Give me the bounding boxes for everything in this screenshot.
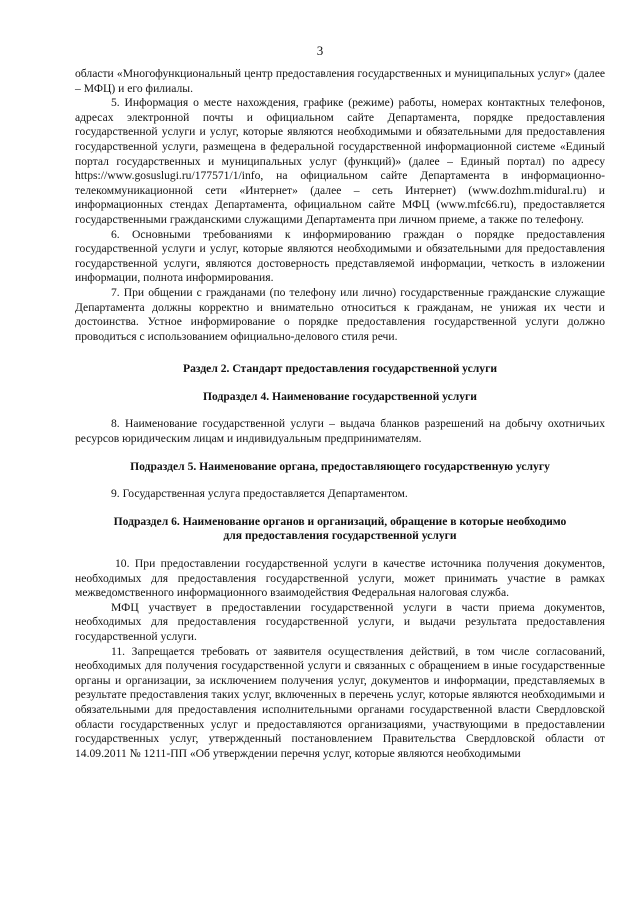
paragraph-10: 10. При предоставлении государственной услуги в качестве источника получения документов, необходимых для предоставления государственной услуги, может принимать участие в рамках межведомственного информационного взаимодействия Федеральная налоговая служба.	[75, 557, 605, 600]
paragraph-11: 11. Запрещается требовать от заявителя осуществления действий, в том числе согласований, необходимых для получения государственной услуги и связанных с обращением в иные государственные органы и организации, за исключением получения услуг, документов и информации, представляемых в результате предоставления таких услуг, включенных в перечень услуг, которые являются необходимыми и обязательными для предоставления исполнительными органами государственной власти Свердловской области государственных услуг и предоставляются организациями, участвующими в предоставлении государственных услуг, утвержденный постановлением Правительства Свердловской области от 14.09.2011 № 1211-ПП «Об утверждении перечня услуг, которые являются необходимыми	[75, 644, 605, 760]
paragraph-6: 6. Основными требованиями к информированию граждан о порядке предоставления государственной услуги и услуг, которые являются необходимыми и обязательными для предоставления государственной услуги, являются достоверность представляемой информации, четкость в изложении информации, полнота информирования.	[75, 227, 605, 285]
page-number: 3	[316, 43, 324, 58]
paragraph-8: 8. Наименование государственной услуги – выдача бланков разрешений на добычу охотничьих ресурсов юридическим лицам и индивидуальным предпринимателям.	[75, 417, 605, 446]
paragraph-9: 9. Государственная услуга предоставляется Департаментом.	[111, 487, 408, 501]
subsection-5-heading: Подраздел 5. Наименование органа, предоставляющего государственную услугу	[130, 459, 550, 473]
document-body	[75, 67, 605, 761]
subsection-6-heading-line1: Подраздел 6. Наименование органов и организаций, обращение в которые необходимо	[113, 514, 567, 528]
section-2-heading: Раздел 2. Стандарт предоставления государственной услуги	[182, 362, 498, 376]
paragraph-7: 7. При общении с гражданами (по телефону или лично) государственные гражданские служащие Департамента должны корректно и внимательно относиться к гражданам, не унижая их чести и достоинства. Устное информирование о порядке предоставления государственной услуги должно проводиться с использованием официально-делового стиля речи.	[75, 285, 605, 343]
subsection-4-heading: Подраздел 4. Наименование государственной услуги	[203, 389, 477, 403]
paragraph-continuation: области «Многофункциональный центр предоставления государственных и муниципальных услуг» (далее – МФЦ) и его филиалы.	[75, 67, 605, 95]
subsection-6-heading-line2: для предоставления государственной услуги	[223, 529, 457, 543]
paragraph-5: 5. Информация о месте нахождения, графике (режиме) работы, номерах контактных телефонов, адресах электронной почты и официальном сайте Департамента, порядке предоставления государственной услуги и услуг, которые являются необходимыми и обязательными для предоставления государственной услуги, размещена в федеральной государственной информационной системе «Единый портал государственных и муниципальных услуг (функций)» (далее – Единый портал) по адресу https://www.gosuslugi.ru/177571/1/info, на официальном сайте Департамента в информационно-телекоммуникационной сети «Интернет» (далее – сеть Интернет) (www.dozhm.midural.ru) и информационных стендах Департамента, официальном сайте МФЦ (www.mfc66.ru), предоставляется государственными гражданскими служащими Департамента при личном приеме, а также по телефону.	[75, 96, 605, 226]
paragraph-mfc: МФЦ участвует в предоставлении государственной услуги в части приема документов, необходимых для предоставления государственной услуги, и выдачи результата предоставления государственной услуги.	[75, 600, 605, 643]
